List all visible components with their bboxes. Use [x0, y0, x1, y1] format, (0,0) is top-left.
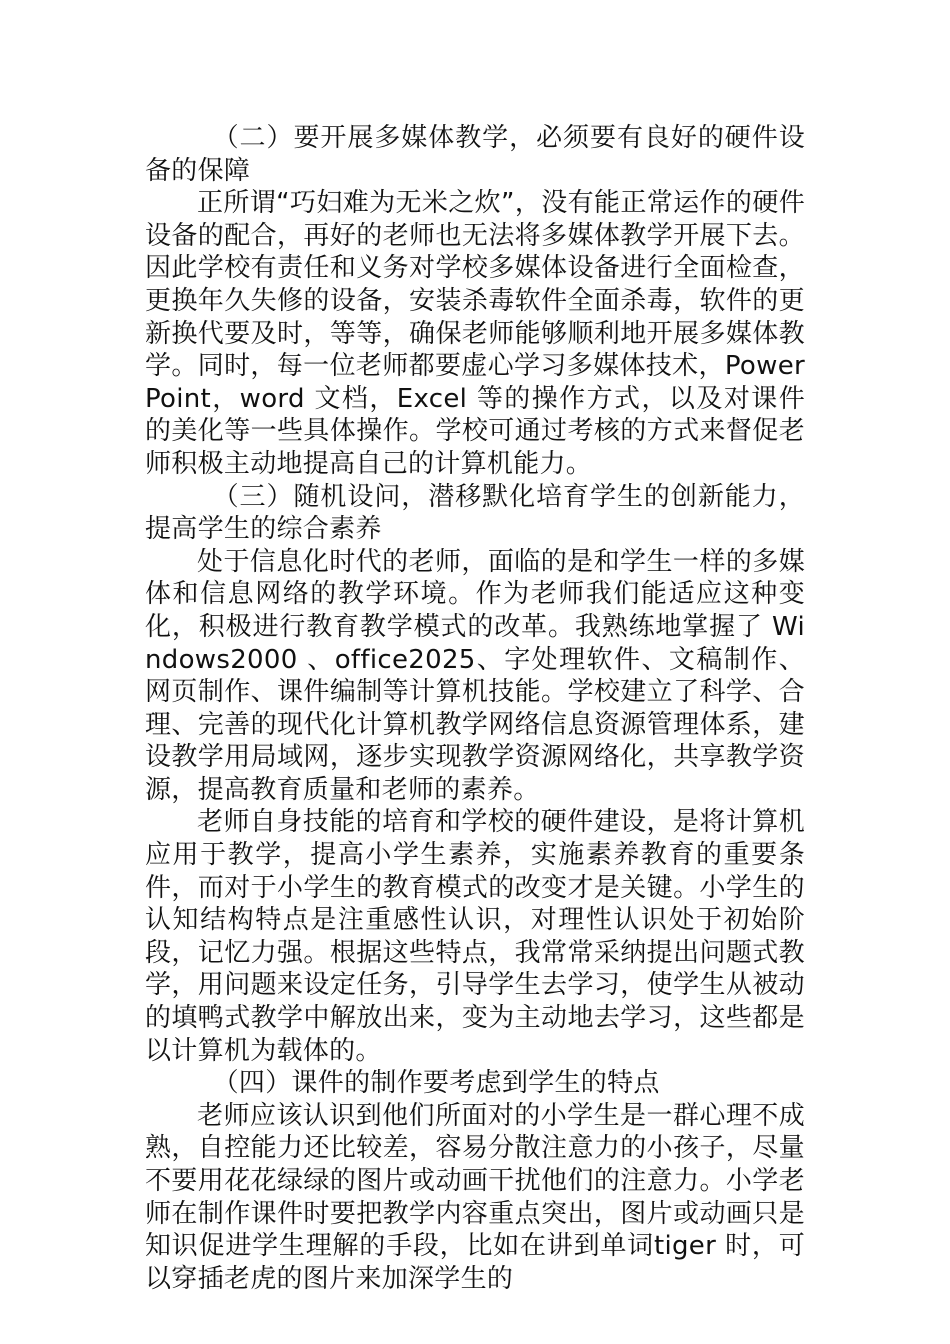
section-heading-4: （四）课件的制作要考虑到学生的特点	[212, 1068, 660, 1099]
paragraph-hardware: 正所谓“巧妇难为无米之炊”，没有能正常运作的硬件设备的配合，再好的老师也无法将多媒体教学开展下去。因此学校有责任和义务对学校多媒体设备进行全面检查，更换年久失修的设备，安装杀毒软件全面杀毒，软件的更新换代要及时，等等，确保老师能够顺利地开展多媒体教学。同时，每一位老师都要虚心学习多媒体技术，PowerPoint，word 文档，Excel 等的操作方式，以及对课件的美化等一些具体操作。学校可通过考核的方式来督促老师积极主动地提高自己的计算机能力。	[145, 188, 805, 479]
section-heading-2: （二）要开展多媒体教学，必须要有良好的硬件设备的保障	[145, 123, 805, 186]
paragraph-teaching-mode: 老师自身技能的培育和学校的硬件建设，是将计算机应用于教学，提高小学生素养，实施素养教育的重要条件，而对于小学生的教育模式的改变才是关键。小学生的认知结构特点是注重感性认识，对理性认识处于初始阶段，记忆力强。根据这些特点，我常常采纳提出问题式教学，用问题来设定任务，引导学生去学习，使学生从被动的填鸭式教学中解放出来，变为主动地去学习，这些都是以计算机为载体的。	[145, 807, 805, 1066]
paragraph-info-age: 处于信息化时代的老师，面临的是和学生一样的多媒体和信息网络的教学环境。作为老师我们能适应这种变化，积极进行教育教学模式的改革。我熟练地掌握了 Windows2000 、office2025、字处理软件、文稿制作、网页制作、课件编制等计算机技能。学校建立了科学、合理、完善的现代化计算机教学网络信息资源管理体系，建设教学用局域网，逐步实现教学资源网络化，共享教学资源，提高教育质量和老师的素养。	[145, 546, 805, 805]
section-heading-3: （三）随机设问，潜移默化培育学生的创新能力，提高学生的综合素养	[145, 481, 805, 545]
document-body	[145, 122, 805, 1295]
paragraph-courseware: 老师应该认识到他们所面对的小学生是一群心理不成熟，自控能力还比较差，容易分散注意力的小孩子，尽量不要用花花绿绿的图片或动画干扰他们的注意力。小学老师在制作课件时要把教学内容重点突出，图片或动画只是知识促进学生理解的手段，比如在讲到单词tiger 时，可以穿插老虎的图片来加深学生的	[145, 1100, 805, 1294]
